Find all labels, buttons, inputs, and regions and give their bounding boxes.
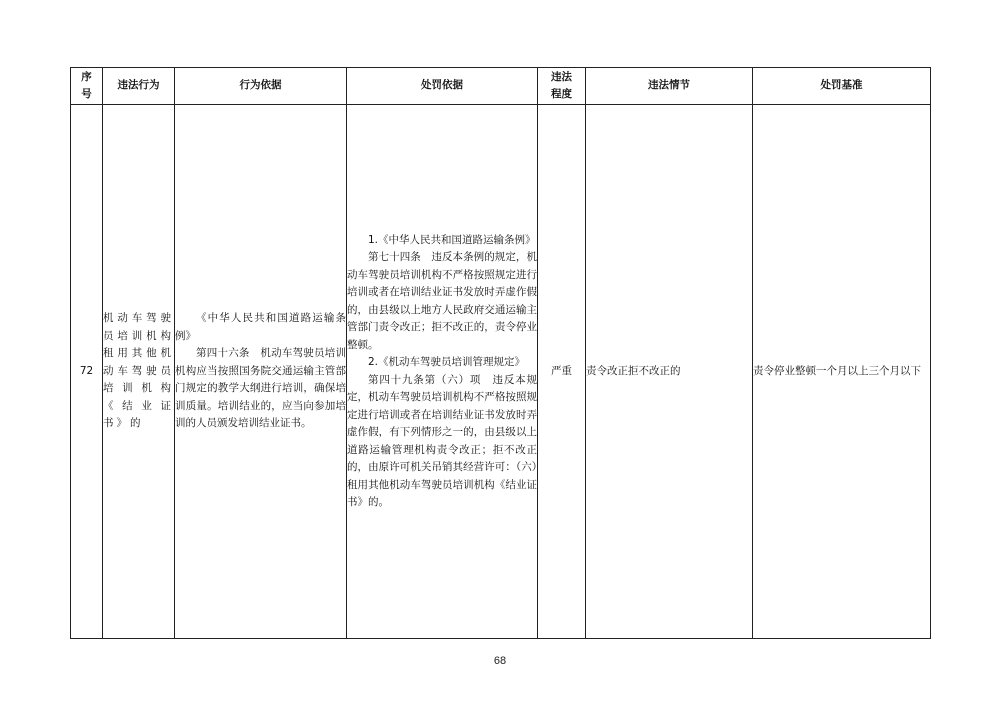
row-basis	[175, 105, 347, 639]
table-header-row	[71, 68, 931, 105]
row-seq: 72	[71, 105, 103, 639]
penalty-law-2-article: 第四十九条第（六）项 违反本规定，机动车驾驶员培训机构不严格按照规定进行培训或者在培训结业证书发放时弄虚作假，有下列情形之一的，由县级以上道路运输管理机构责令改正；拒不改正的，由原许可机关吊销其经营许可：（六）租用其他机动车驾驶员培训机构《结业证书》的。	[347, 373, 537, 508]
header-penalty-basis: 处罚依据	[347, 68, 538, 105]
row-degree: 严重	[538, 105, 586, 639]
table-row	[71, 105, 931, 639]
header-seq: 序号	[71, 68, 103, 105]
header-degree: 违法程度	[538, 68, 586, 105]
basis-law-title: 《中华人民共和国道路运输条例》	[175, 312, 346, 342]
basis-article-text: 第四十六条 机动车驾驶员培训机构应当按照国务院交通运输主管部门规定的教学大纲进行培训，确保培训质量。培训结业的，应当向参加培训的人员颁发培训结业证书。	[175, 347, 346, 430]
row-standard: 责令停业整顿一个月以上三个月以下	[753, 105, 931, 639]
header-circumstance: 违法情节	[586, 68, 753, 105]
penalty-law-1-title: 1.《中华人民共和国道路运输条例》	[368, 233, 536, 246]
row-circumstance: 责令改正拒不改正的	[586, 105, 753, 639]
penalty-standard-table	[70, 67, 931, 639]
header-violation: 违法行为	[103, 68, 175, 105]
row-penalty-basis	[347, 105, 538, 639]
row-violation: 机动车驾驶员培训机构租用其他机动车驾驶员培训机构《结业证书》的	[103, 105, 175, 639]
header-basis: 行为依据	[175, 68, 347, 105]
penalty-law-2-title: 2.《机动车驾驶员培训管理规定》	[368, 356, 526, 368]
header-standard: 处罚基准	[753, 68, 931, 105]
page-number: 68	[493, 655, 507, 667]
penalty-law-1-article: 第七十四条 违反本条例的规定，机动车驾驶员培训机构不严格按照规定进行培训或者在培训结业证书发放时弄虚作假的，由县级以上地方人民政府交通运输主管部门责令改正；拒不改正的，责令停业整顿。	[347, 251, 537, 351]
